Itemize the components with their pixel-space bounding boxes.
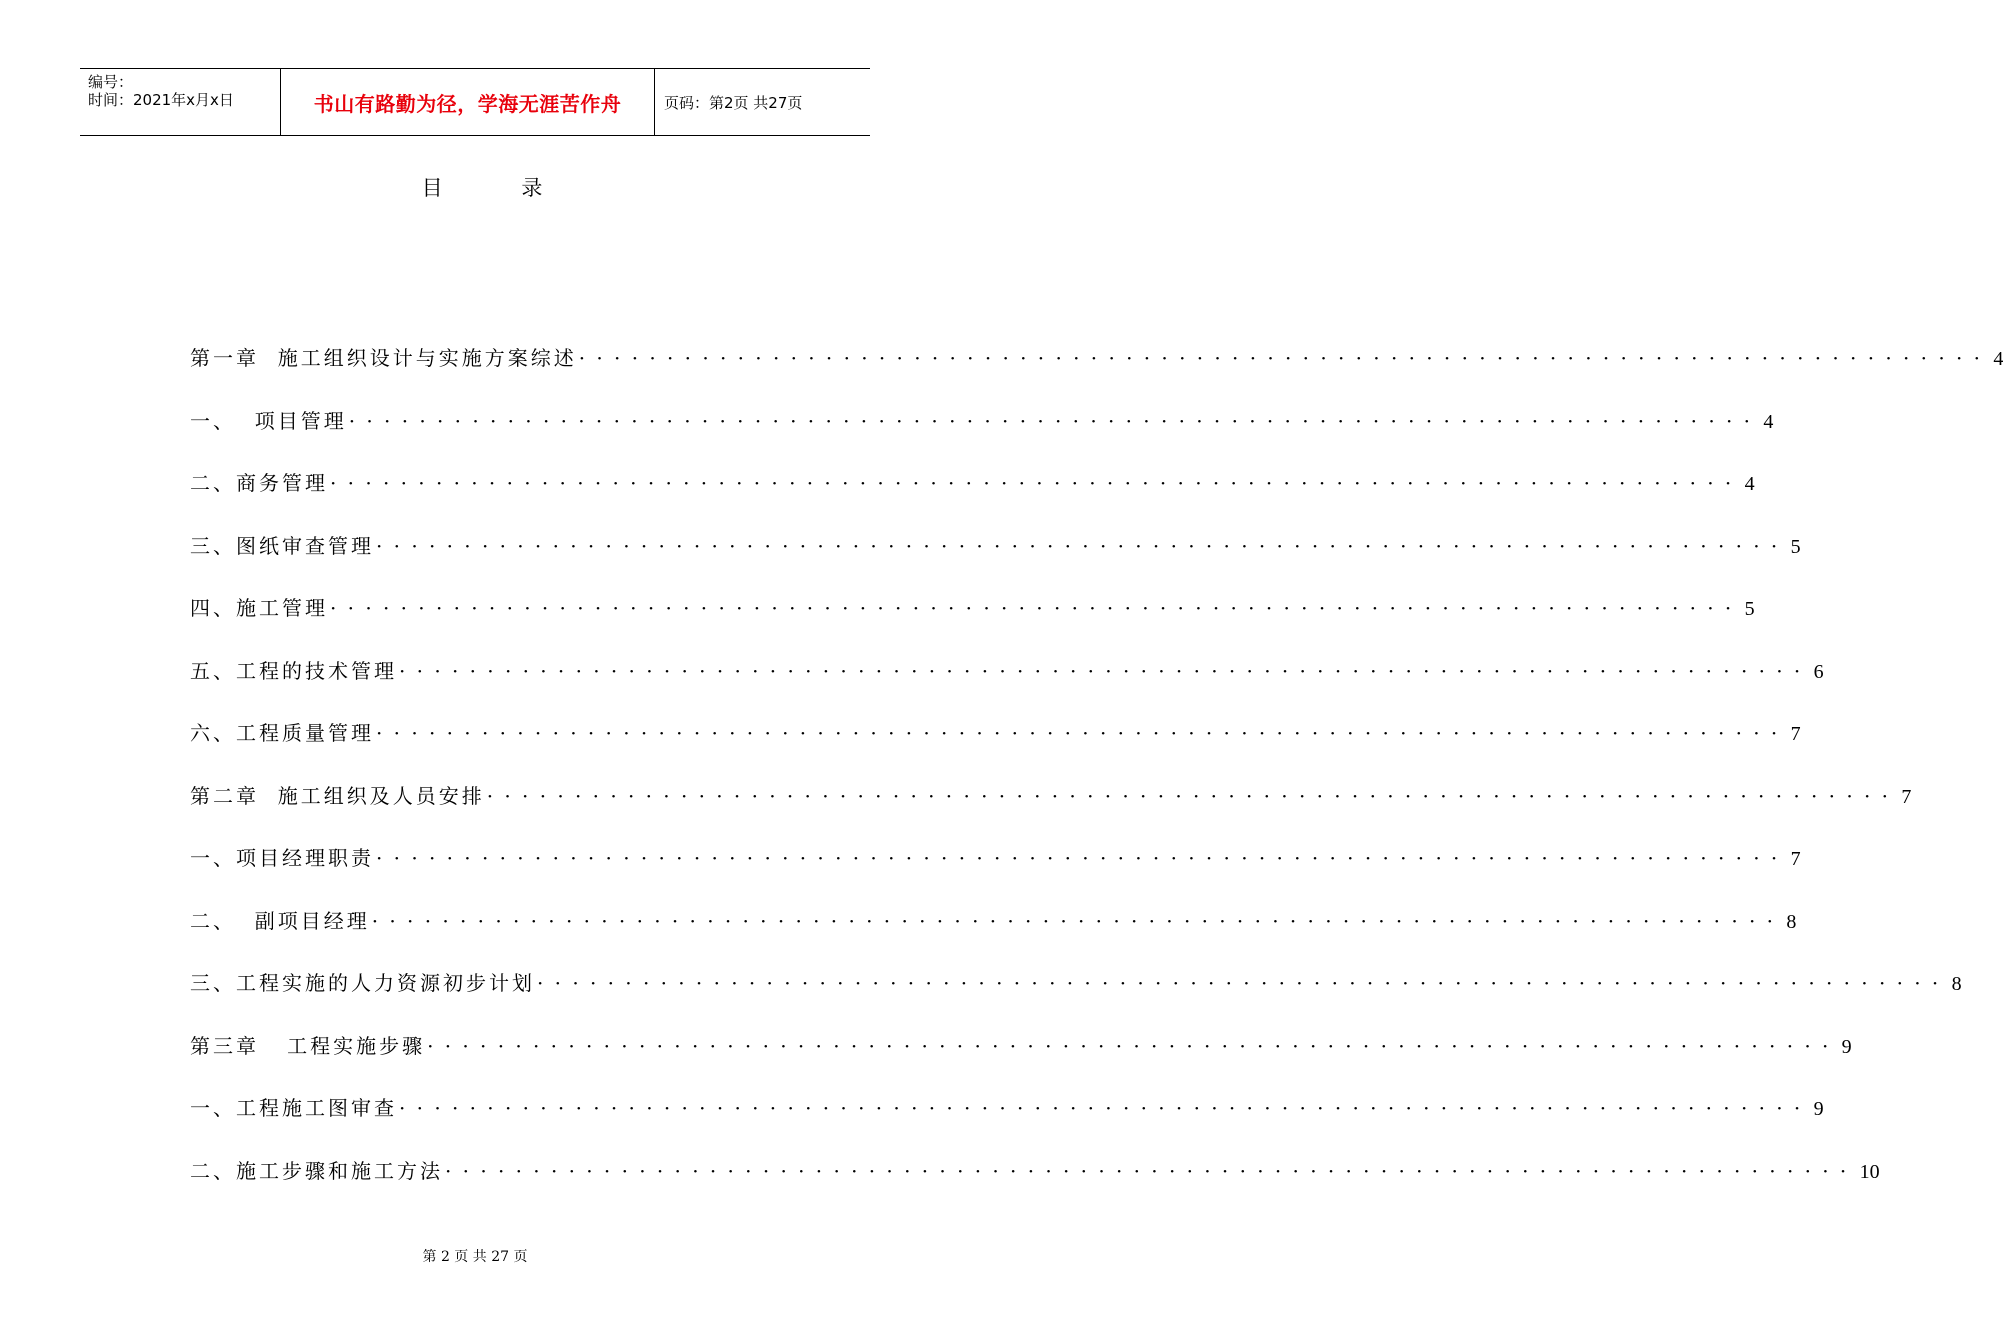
toc-entry [190, 1093, 1824, 1156]
toc-leader-dots: ················································································ [445, 1158, 1858, 1183]
toc-entry-page: 4 [1763, 410, 1774, 433]
page-footer: 第 2 页 共 27 页 [422, 1249, 528, 1265]
document-title: 目 录 [421, 176, 579, 200]
toc-entry-title: 三、图纸审查管理 [190, 533, 374, 558]
toc-entry [190, 968, 1962, 1031]
toc-entry-page: 7 [1790, 848, 1801, 870]
toc-entry-page: 6 [1813, 660, 1824, 683]
toc-entry-title: 第二章 施工组织及人员安排 [190, 783, 485, 808]
toc-entry-page: 5 [1790, 535, 1801, 558]
toc-entry-page: 10 [1859, 1160, 1880, 1183]
toc-entry-title: 一、 项目管理 [190, 408, 347, 433]
toc-entry-title: 四、施工管理 [190, 596, 328, 620]
toc-leader-dots: ················································································ [330, 471, 1743, 495]
toc-entry [190, 468, 1755, 531]
toc-entry [190, 781, 1912, 844]
toc-leader-dots: ················································································ [376, 533, 1789, 558]
toc-entry [190, 343, 2003, 406]
toc-entry [190, 1031, 1852, 1094]
toc-entry-title: 第三章 工程实施步骤 [190, 1033, 426, 1058]
page-info: 页码：第2页 共27页 [664, 93, 803, 112]
toc-entry-page: 9 [1813, 1098, 1824, 1120]
toc-entry-title: 二、商务管理 [190, 471, 328, 495]
toc-entry [190, 593, 1755, 656]
toc-entry [190, 406, 1774, 469]
table-of-contents [190, 343, 2003, 1218]
page-header [80, 68, 870, 136]
header-page-cell [655, 69, 870, 135]
toc-leader-dots: ················································································ [427, 1033, 1840, 1058]
toc-leader-dots: ················································································ [376, 846, 1789, 870]
toc-entry [190, 531, 1801, 594]
toc-entry-title: 二、 副项目经理 [190, 908, 370, 933]
toc-entry-title: 五、工程的技术管理 [190, 658, 397, 683]
toc-entry-page: 8 [1786, 910, 1797, 933]
toc-entry [190, 843, 1801, 906]
toc-entry [190, 906, 1797, 969]
time-label: 时间：2021年x月x日 [88, 91, 234, 109]
toc-entry-page: 7 [1901, 785, 1912, 808]
toc-leader-dots: ················································································ [399, 658, 1812, 683]
toc-leader-dots: ················································································ [376, 721, 1789, 745]
toc-entry-title: 一、工程施工图审查 [190, 1096, 397, 1120]
toc-leader-dots: ················································································ [330, 596, 1743, 620]
toc-leader-dots: ················································································ [348, 408, 1762, 433]
toc-entry [190, 656, 1824, 719]
toc-entry-title: 一、项目经理职责 [190, 846, 374, 870]
toc-entry-page: 8 [1951, 973, 1962, 995]
toc-entry-title: 三、工程实施的人力资源初步计划 [190, 971, 535, 995]
toc-entry-title: 二、施工步骤和施工方法 [190, 1158, 443, 1183]
toc-entry-title: 六、工程质量管理 [190, 721, 374, 745]
toc-leader-dots: ················································································ [578, 346, 1992, 370]
toc-entry-page: 9 [1841, 1035, 1852, 1058]
header-motto-cell [281, 69, 655, 135]
header-meta-cell [80, 69, 281, 135]
toc-entry-page: 7 [1790, 723, 1801, 745]
toc-entry-page: 4 [1744, 473, 1755, 495]
toc-leader-dots: ················································································ [399, 1096, 1812, 1120]
toc-leader-dots: ················································································ [486, 783, 1900, 808]
toc-entry-title: 第一章 施工组织设计与实施方案综述 [190, 346, 577, 370]
number-label: 编号： [88, 73, 134, 91]
motto-text: 书山有路勤为径，学海无涯苦作舟 [313, 91, 622, 116]
toc-entry-page: 5 [1744, 598, 1755, 620]
toc-leader-dots: ················································································ [371, 908, 1785, 933]
toc-leader-dots: ················································································ [537, 971, 1950, 995]
toc-entry [190, 1156, 1880, 1219]
toc-entry-page: 4 [1993, 348, 2003, 370]
toc-entry [190, 718, 1801, 781]
